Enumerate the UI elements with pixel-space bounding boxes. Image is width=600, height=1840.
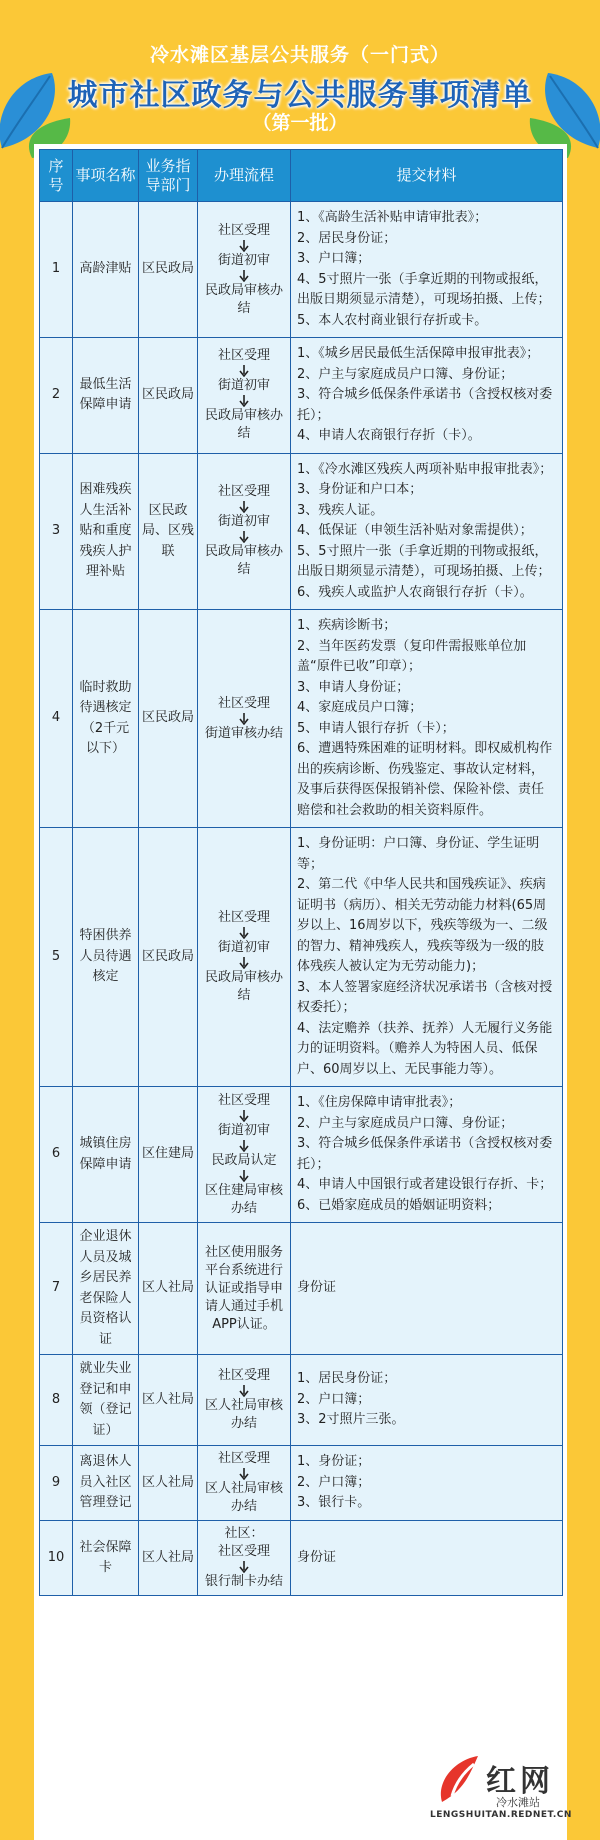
- materials-list: [291, 453, 563, 610]
- flow-arrow: [238, 270, 250, 282]
- arrow-down-icon: [238, 270, 250, 282]
- flow-step: 区人社局审核办结: [204, 1398, 283, 1431]
- table-row: [40, 610, 563, 828]
- flow-step: 社区受理: [217, 695, 270, 711]
- material-item: 1、身份证；: [297, 1454, 371, 1470]
- batch-label: （第一批）: [252, 112, 348, 134]
- material-item: 4、5寸照片一张（手拿近期的刊物或报纸，出版日期须显示清楚），可现场拍摄、上传；: [297, 271, 551, 307]
- materials-list: [291, 1521, 563, 1596]
- materials-list: [291, 338, 563, 454]
- table-row: [40, 1521, 563, 1596]
- row-number: 6: [40, 1087, 73, 1223]
- material-item: 3、申请人身份证；: [297, 679, 410, 695]
- table-row: [40, 202, 563, 338]
- dept-name: 区人社局: [139, 1521, 198, 1596]
- dept-name: 区人社局: [139, 1446, 198, 1521]
- dept-name: 区民政局: [139, 338, 198, 454]
- arrow-down-icon: [238, 1561, 250, 1573]
- arrow-down-icon: [238, 240, 250, 252]
- material-item: 6、遭遇特殊困难的证明材料。即权威机构作出的疾病诊断、伤残鉴定、事故认定材料，及事后获得医保报销补偿、保险补偿、责任赔偿和社会救助的相关资料原件。: [297, 741, 553, 818]
- row-number: 7: [40, 1223, 73, 1355]
- process-flow: [198, 610, 291, 828]
- materials-list: [291, 202, 563, 338]
- service-table: [39, 149, 563, 1596]
- arrow-down-icon: [238, 713, 250, 725]
- material-item: 4、申请人中国银行或者建设银行存折、卡；: [297, 1177, 553, 1192]
- arrow-down-icon: [238, 1468, 250, 1480]
- process-flow: [198, 1223, 291, 1355]
- col-header-name: 事项名称: [73, 150, 139, 202]
- flow-arrow: [238, 365, 250, 377]
- table-row: [40, 453, 563, 610]
- flow-step: 社区受理: [217, 1544, 270, 1559]
- flow-step: 社区受理: [217, 348, 270, 364]
- flow-step: 民政局审核办结: [204, 282, 283, 316]
- item-name: 社会保障卡: [73, 1521, 139, 1596]
- arrow-down-icon: [238, 501, 250, 513]
- arrow-down-icon: [238, 365, 250, 377]
- watermark-brand: 红网: [486, 1764, 554, 1799]
- table-header-row: [40, 150, 563, 202]
- material-item: 4、法定赡养（扶养、抚养）人无履行义务能力的证明资料。（赡养人为特困人员、低保户、60周岁以上、无民事能力等）。: [297, 1020, 553, 1077]
- arrow-down-icon: [238, 957, 250, 969]
- material-item: 1、疾病诊断书；: [297, 618, 397, 633]
- material-item: 5、申请人银行存折（卡）；: [297, 720, 455, 736]
- watermark-url: LENGSHUITAN.REDNET.CN: [430, 1810, 572, 1820]
- flow-step: 民政局审核办结: [204, 544, 283, 578]
- dept-name: 区住建局: [139, 1087, 198, 1223]
- flow-step: 街道初审: [217, 252, 270, 268]
- material-item: 1、《冷水滩区残疾人两项补贴申报审批表》；: [297, 461, 553, 477]
- arrow-down-icon: [238, 395, 250, 407]
- dept-name: 区民政局: [139, 202, 198, 338]
- flow-step: 社区使用服务平台系统进行认证或指导申请人通过手机APP认证。: [204, 1244, 283, 1332]
- flow-step: 社区受理: [217, 222, 270, 238]
- material-item: 2、户口簿；: [297, 1391, 371, 1407]
- table-row: [40, 1223, 563, 1355]
- material-item: 4、申请人农商银行存折（卡）。: [297, 428, 481, 443]
- flow-arrow: [238, 1385, 250, 1397]
- flow-arrow: [238, 1561, 250, 1573]
- item-name: 企业退休人员及城乡居民养老保险人员资格认证: [73, 1223, 139, 1355]
- item-name: 离退休人员入社区管理登记: [73, 1446, 139, 1521]
- flow-step: 社区受理: [217, 1092, 270, 1108]
- arrow-down-icon: [238, 1385, 250, 1397]
- materials-list: [291, 1223, 563, 1355]
- flow-arrow: [238, 1110, 250, 1122]
- flow-step: 街道初审: [217, 514, 270, 530]
- flow-title: 社区：: [224, 1526, 264, 1541]
- material-item: 1、居民身份证；: [297, 1371, 397, 1387]
- flow-arrow: [238, 713, 250, 725]
- flow-step: 社区受理: [217, 1368, 270, 1383]
- flow-arrow: [238, 501, 250, 513]
- row-number: 1: [40, 202, 73, 338]
- row-number: 5: [40, 828, 73, 1087]
- flow-arrow: [238, 395, 250, 407]
- material-item: 1、《住房保障申请审批表》；: [297, 1095, 462, 1110]
- page-header: [0, 0, 600, 142]
- process-flow: [198, 1355, 291, 1446]
- header-subtitle: 冷水滩区基层公共服务（一门式）: [149, 44, 450, 66]
- col-header-no: 序号: [40, 150, 73, 202]
- material-item: 3、符合城乡低保条件承诺书（含授权核对委托）；: [297, 387, 553, 423]
- material-item: 3、2寸照片三张。: [297, 1412, 405, 1428]
- material-item: 6、残疾人或监护人农商银行存折（卡）。: [297, 584, 533, 600]
- col-header-flow: 办理流程: [198, 150, 291, 202]
- flow-arrow: [238, 927, 250, 939]
- arrow-down-icon: [238, 1170, 250, 1182]
- dept-name: 区民政局: [139, 610, 198, 828]
- arrow-down-icon: [238, 1110, 250, 1122]
- watermark-site: 冷水滩站: [496, 1796, 540, 1809]
- materials-list: [291, 1446, 563, 1521]
- table-body: [40, 202, 563, 1596]
- page-title: 城市社区政务与公共服务事项清单: [67, 78, 533, 113]
- table-row: [40, 1087, 563, 1223]
- item-name: 高龄津贴: [73, 202, 139, 338]
- table-row: [40, 828, 563, 1087]
- flow-arrow: [238, 1140, 250, 1152]
- table-row: [40, 338, 563, 454]
- row-number: 2: [40, 338, 73, 454]
- col-header-dept: 业务指导部门: [139, 150, 198, 202]
- materials-list: [291, 1087, 563, 1223]
- material-item: 身份证: [297, 1549, 337, 1565]
- row-number: 10: [40, 1521, 73, 1596]
- material-item: 6、已婚家庭成员的婚姻证明资料；: [297, 1197, 501, 1213]
- flow-step: 社区受理: [217, 484, 270, 500]
- material-item: 2、户主与家庭成员户口簿、身份证；: [297, 366, 514, 382]
- rednet-watermark: [430, 1748, 590, 1828]
- material-item: 3、本人签署家庭经济状况承诺书（含核对授权委托）；: [297, 979, 553, 1015]
- flow-step: 街道初审: [217, 940, 270, 955]
- material-item: 2、户主与家庭成员户口簿、身份证；: [297, 1115, 514, 1131]
- item-name: 困难残疾人生活补贴和重度残疾人护理补贴: [73, 453, 139, 610]
- process-flow: [198, 453, 291, 610]
- flow-step: 街道初审: [217, 378, 270, 394]
- col-header-materials: 提交材料: [291, 150, 563, 202]
- process-flow: [198, 1087, 291, 1223]
- dept-name: 区人社局: [139, 1355, 198, 1446]
- flow-step: 银行制卡办结: [204, 1574, 283, 1589]
- dept-name: 区人社局: [139, 1223, 198, 1355]
- material-item: 2、第二代《中华人民共和国残疾证》、疾病证明书（病历）、相关无劳动能力材料(65周岁以上、16周岁以下，残疾等级为一、二级的智力、精神残疾人，残疾等级为一级的肢体残疾人被认定为无劳动能力)；: [297, 877, 548, 974]
- flow-step: 民政局认定: [211, 1152, 277, 1168]
- material-item: 2、当年医药发票（复印件需报账单位加盖“原件已收”印章）；: [297, 638, 527, 674]
- arrow-down-icon: [238, 927, 250, 939]
- flow-step: 社区受理: [217, 910, 270, 925]
- materials-list: [291, 828, 563, 1087]
- material-item: 4、家庭成员户口簿；: [297, 700, 423, 715]
- material-item: 1、《高龄生活补贴申请审批表》；: [297, 210, 488, 225]
- item-name: 最低生活保障申请: [73, 338, 139, 454]
- table-row: [40, 1446, 563, 1521]
- material-item: 3、符合城乡低保条件承诺书（含授权核对委托）；: [297, 1136, 553, 1172]
- material-item: 3、残疾人证。: [297, 502, 384, 518]
- materials-list: [291, 610, 563, 828]
- flow-step: 民政局审核办结: [204, 408, 283, 442]
- dept-name: 区民政局、区残联: [139, 453, 198, 610]
- material-item: 3、身份证和户口本；: [297, 482, 423, 497]
- flow-step: 街道初审: [217, 1122, 270, 1138]
- row-number: 3: [40, 453, 73, 610]
- materials-list: [291, 1355, 563, 1446]
- item-name: 特困供养人员待遇核定: [73, 828, 139, 1087]
- service-table-container: [34, 144, 567, 1840]
- material-item: 5、本人农村商业银行存折或卡。: [297, 312, 488, 328]
- row-number: 9: [40, 1446, 73, 1521]
- flow-step: 区人社局审核办结: [204, 1481, 283, 1514]
- arrow-down-icon: [238, 531, 250, 543]
- item-name: 就业失业登记和申领（登记证）: [73, 1355, 139, 1446]
- material-item: 3、银行卡。: [297, 1495, 371, 1511]
- flow-step: 民政局审核办结: [204, 970, 283, 1003]
- material-item: 4、低保证（申领生活补贴对象需提供）；: [297, 523, 533, 538]
- row-number: 8: [40, 1355, 73, 1446]
- process-flow: [198, 828, 291, 1087]
- flow-step: 街道审核办结: [204, 725, 283, 741]
- material-item: 1、身份证明：户口簿、身份证、学生证明等；: [297, 836, 540, 872]
- material-item: 3、户口簿；: [297, 251, 371, 266]
- process-flow: [198, 1521, 291, 1596]
- flow-step: 区住建局审核办结: [204, 1182, 283, 1216]
- process-flow: [198, 202, 291, 338]
- flow-arrow: [238, 531, 250, 543]
- material-item: 1、《城乡居民最低生活保障申报审批表》；: [297, 346, 540, 361]
- row-number: 4: [40, 610, 73, 828]
- material-item: 5、5寸照片一张（手拿近期的刊物或报纸，出版日期须显示清楚），可现场拍摄、上传；: [297, 543, 551, 579]
- flow-arrow: [238, 1468, 250, 1480]
- flow-arrow: [238, 240, 250, 252]
- process-flow: [198, 1446, 291, 1521]
- flow-step: 社区受理: [217, 1451, 270, 1466]
- material-item: 身份证: [297, 1280, 337, 1296]
- flow-arrow: [238, 1170, 250, 1182]
- table-row: [40, 1355, 563, 1446]
- rednet-logo-icon: [434, 1752, 484, 1808]
- item-name: 临时救助待遇核定（2千元以下）: [73, 610, 139, 828]
- flow-arrow: [238, 957, 250, 969]
- arrow-down-icon: [238, 1140, 250, 1152]
- item-name: 城镇住房保障申请: [73, 1087, 139, 1223]
- material-item: 2、户口簿；: [297, 1474, 371, 1490]
- process-flow: [198, 338, 291, 454]
- material-item: 2、居民身份证；: [297, 230, 397, 246]
- dept-name: 区民政局: [139, 828, 198, 1087]
